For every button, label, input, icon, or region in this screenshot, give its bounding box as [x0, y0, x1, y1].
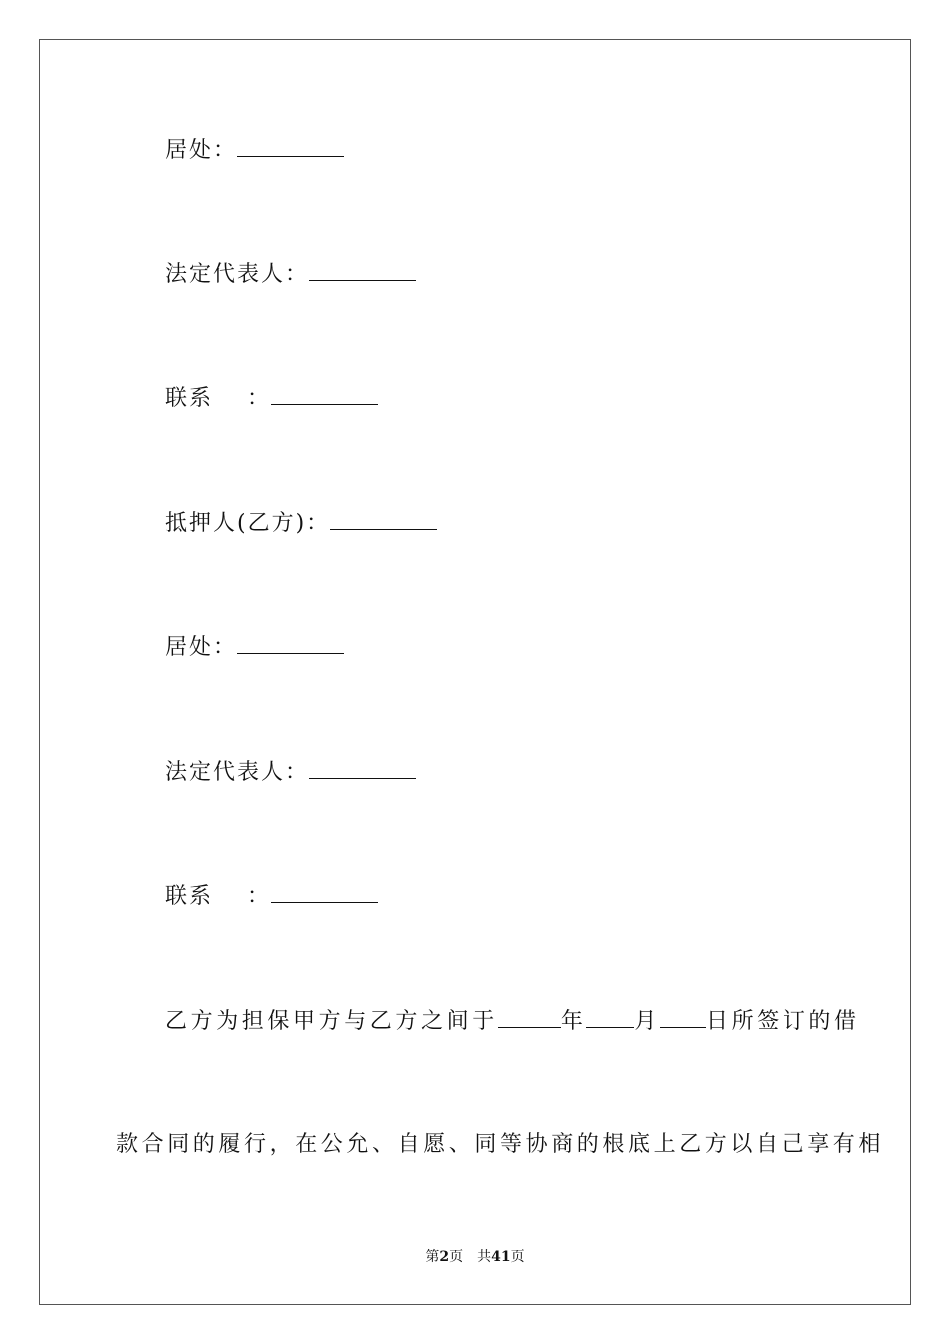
field-colon: ：: [285, 760, 310, 785]
field-legal-rep-2: [165, 758, 416, 788]
paragraph-text: 款合同的履行，在公允、自愿、同等协商的根底上乙方以自己享有相: [116, 1132, 885, 1157]
paragraph-text: 日所签订的借: [706, 1009, 860, 1034]
blank-line: [271, 882, 378, 903]
field-colon: ：: [247, 884, 272, 909]
blank-line: [330, 509, 437, 530]
blank-month: [586, 1007, 634, 1028]
paragraph-line-2: [116, 1130, 884, 1160]
paragraph-text: 乙方为担保甲方与乙方之间于: [165, 1009, 498, 1034]
month-label: 月: [634, 1009, 661, 1034]
field-legal-rep-1: [165, 260, 416, 290]
blank-line: [237, 136, 344, 157]
total-pages: 41: [491, 1249, 511, 1265]
blank-day: [660, 1007, 706, 1028]
total-suffix: 页: [510, 1249, 525, 1265]
field-address-2: [165, 633, 344, 663]
field-colon: ：: [213, 635, 238, 660]
page-border: [39, 39, 911, 1305]
field-contact-1: [165, 384, 378, 414]
page-number: 2: [439, 1249, 450, 1265]
field-contact-2: [165, 882, 378, 912]
field-label: 联系: [165, 884, 214, 909]
year-label: 年: [560, 1009, 587, 1034]
field-mortgagor: [165, 509, 437, 539]
blank-line: [271, 384, 378, 405]
field-label: 联系: [165, 386, 214, 411]
field-colon: ：: [285, 262, 310, 287]
field-label: 居处: [165, 138, 214, 163]
page-suffix: 页: [449, 1249, 464, 1265]
blank-line: [237, 633, 344, 654]
page-prefix: 第: [425, 1249, 440, 1265]
field-colon: ：: [306, 511, 331, 536]
field-label: 法定代表人: [165, 262, 286, 287]
page-footer: [0, 1248, 950, 1266]
field-label: 法定代表人: [165, 760, 286, 785]
field-label: 居处: [165, 635, 214, 660]
field-colon: ：: [213, 138, 238, 163]
blank-line: [309, 260, 416, 281]
field-address-1: [165, 136, 344, 166]
total-prefix: 共: [477, 1249, 492, 1265]
blank-year: [498, 1007, 561, 1028]
paragraph-line-1: [165, 1007, 860, 1037]
field-label: 抵押人(乙方): [165, 511, 307, 536]
field-colon: ：: [247, 386, 272, 411]
blank-line: [309, 758, 416, 779]
